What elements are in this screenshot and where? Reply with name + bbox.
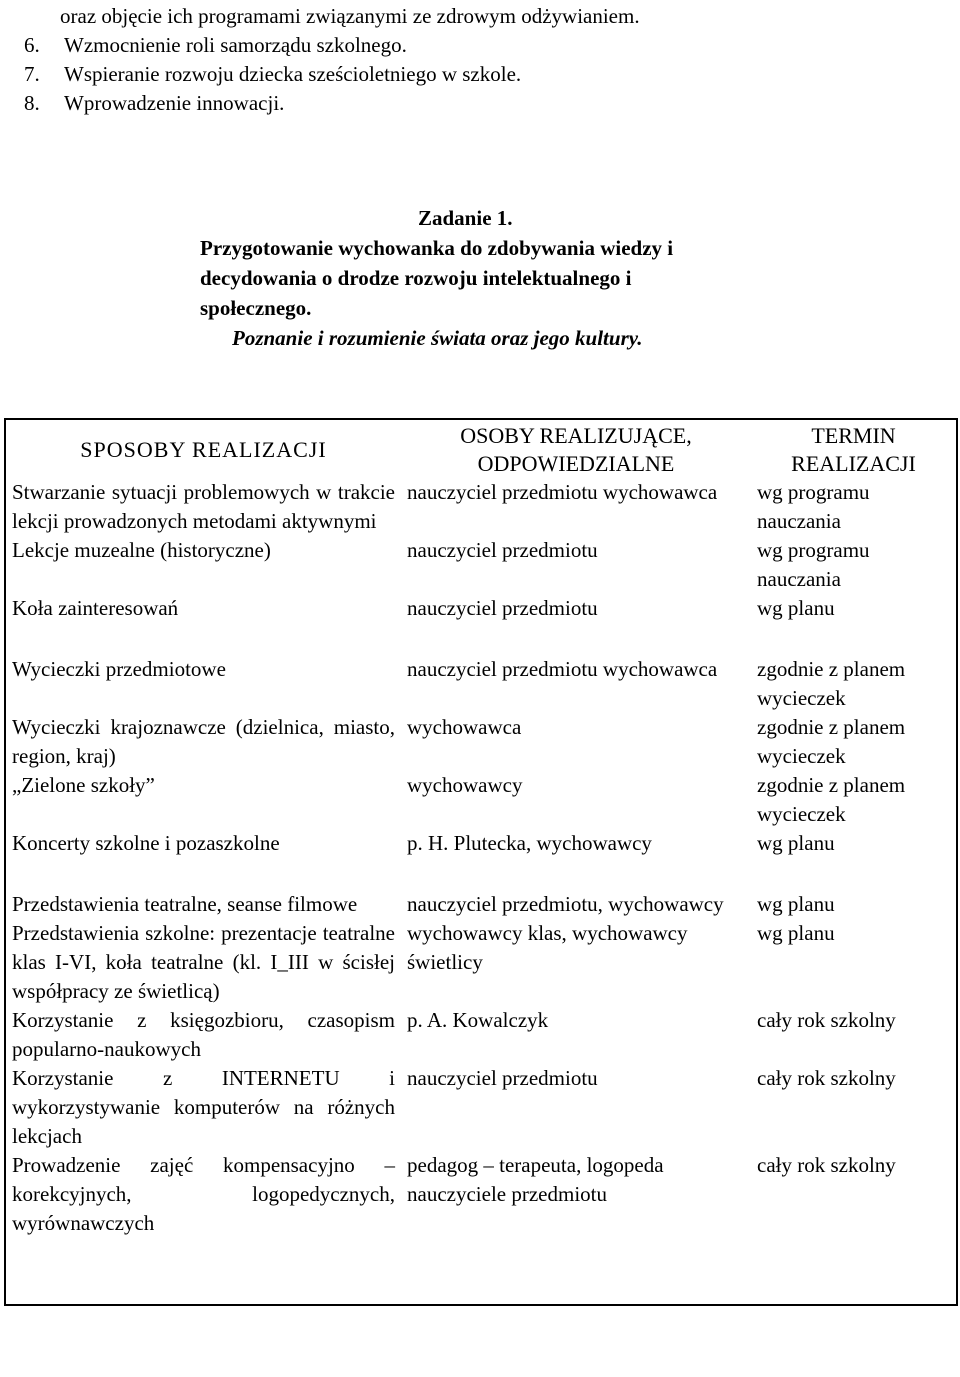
cell-persons: nauczyciel przedmiotu, wychowawcy xyxy=(407,892,724,916)
cell-persons: wychowawcy xyxy=(407,773,523,797)
table-header-row xyxy=(5,419,957,478)
task-heading: Zadanie 1. xyxy=(418,206,513,230)
cell-persons: nauczyciel przedmiotu wychowawca xyxy=(407,480,718,504)
intro-item xyxy=(20,89,920,118)
cell-deadline: wg planu xyxy=(757,596,835,620)
table-row xyxy=(5,655,957,713)
table-row xyxy=(5,594,957,655)
intro-item-text: Wprowadzenie innowacji. xyxy=(64,91,285,115)
table-row xyxy=(5,829,957,890)
cell-method: Korzystanie z księgozbioru, czasopism popularno-naukowych xyxy=(12,1008,395,1061)
table-row xyxy=(5,713,957,771)
intro-item xyxy=(20,31,920,60)
cell-deadline: cały rok szkolny xyxy=(757,1153,896,1177)
cell-method: Przedstawienia teatralne, seanse filmowe xyxy=(12,892,358,916)
table-row xyxy=(5,919,957,1006)
task-title-line: Przygotowanie wychowanka do zdobywania wiedzy i xyxy=(200,236,674,260)
header-methods: SPOSOBY REALIZACJI xyxy=(80,437,327,462)
intro-item xyxy=(20,60,920,89)
cell-method: Wycieczki krajoznawcze (dzielnica, miasto, region, kraj) xyxy=(12,715,395,768)
table-row xyxy=(5,1006,957,1064)
cell-persons: wychowawca xyxy=(407,715,522,739)
cell-persons: p. H. Plutecka, wychowawcy xyxy=(407,831,652,855)
intro-line-continuation: oraz objęcie ich programami związanymi ze zdrowym odżywianiem. xyxy=(60,4,640,28)
cell-deadline: zgodnie z planem wycieczek xyxy=(757,715,906,768)
cell-method: Wycieczki przedmiotowe xyxy=(12,657,226,681)
cell-persons: nauczyciel przedmiotu wychowawca xyxy=(407,657,718,681)
header-deadline: TERMIN REALIZACJI xyxy=(791,423,916,476)
realization-table xyxy=(4,418,958,1306)
intro-item-text: Wzmocnienie roli samorządu szkolnego. xyxy=(64,33,407,57)
cell-deadline: zgodnie z planem wycieczek xyxy=(757,657,906,710)
task-title-line: decydowania o drodze rozwoju intelektualnego i xyxy=(200,266,632,290)
cell-deadline: cały rok szkolny xyxy=(757,1008,896,1032)
header-persons: OSOBY REALIZUJĄCE, ODPOWIEDZIALNE xyxy=(460,423,692,476)
cell-persons: nauczyciel przedmiotu xyxy=(407,538,598,562)
cell-persons: p. A. Kowalczyk xyxy=(407,1008,549,1032)
intro-item-number: 7. xyxy=(24,62,40,86)
cell-persons: pedagog – terapeuta, logopeda nauczyciele przedmiotu xyxy=(407,1153,664,1206)
intro-item-text: Wspieranie rozwoju dziecka sześcioletniego w szkole. xyxy=(64,62,522,86)
table-row xyxy=(5,1151,957,1305)
task-subtitle: Poznanie i rozumienie świata oraz jego kultury. xyxy=(232,326,643,350)
cell-method: Koła zainteresowań xyxy=(12,596,179,620)
cell-persons: nauczyciel przedmiotu xyxy=(407,1066,598,1090)
cell-method: Prowadzenie zajęć kompensacyjno – korekcyjnych, logopedycznych, wyrównawczych xyxy=(12,1153,395,1235)
cell-deadline: wg programu nauczania xyxy=(757,480,870,533)
cell-persons: nauczyciel przedmiotu xyxy=(407,596,598,620)
task-block xyxy=(200,203,840,353)
cell-method: Przedstawienia szkolne: prezentacje teatralne klas I-VI, koła teatralne (kl. I_III w ścisłej współpracy ze świetlicą) xyxy=(12,921,395,1003)
cell-deadline: zgodnie z planem wycieczek xyxy=(757,773,906,826)
cell-deadline: wg programu nauczania xyxy=(757,538,870,591)
task-title-line: społecznego. xyxy=(200,296,312,320)
table-row xyxy=(5,1064,957,1151)
table-row xyxy=(5,890,957,919)
cell-method: „Zielone szkoły” xyxy=(12,773,155,797)
cell-method: Stwarzanie sytuacji problemowych w trakcie lekcji prowadzonych metodami aktywnymi xyxy=(12,480,395,533)
cell-deadline: wg planu xyxy=(757,921,835,945)
cell-deadline: cały rok szkolny xyxy=(757,1066,896,1090)
cell-deadline: wg planu xyxy=(757,831,835,855)
cell-method: Koncerty szkolne i pozaszkolne xyxy=(12,831,280,855)
table-row xyxy=(5,478,957,536)
intro-item-number: 8. xyxy=(24,91,40,115)
cell-method: Lekcje muzealne (historyczne) xyxy=(12,538,271,562)
table-row xyxy=(5,771,957,829)
intro-list xyxy=(20,2,920,118)
cell-method: Korzystanie z INTERNETU i wykorzystywanie komputerów na różnych lekcjach xyxy=(12,1066,395,1148)
table-row xyxy=(5,536,957,594)
cell-persons: wychowawcy klas, wychowawcy świetlicy xyxy=(407,921,688,974)
intro-item-number: 6. xyxy=(24,33,40,57)
cell-deadline: wg planu xyxy=(757,892,835,916)
